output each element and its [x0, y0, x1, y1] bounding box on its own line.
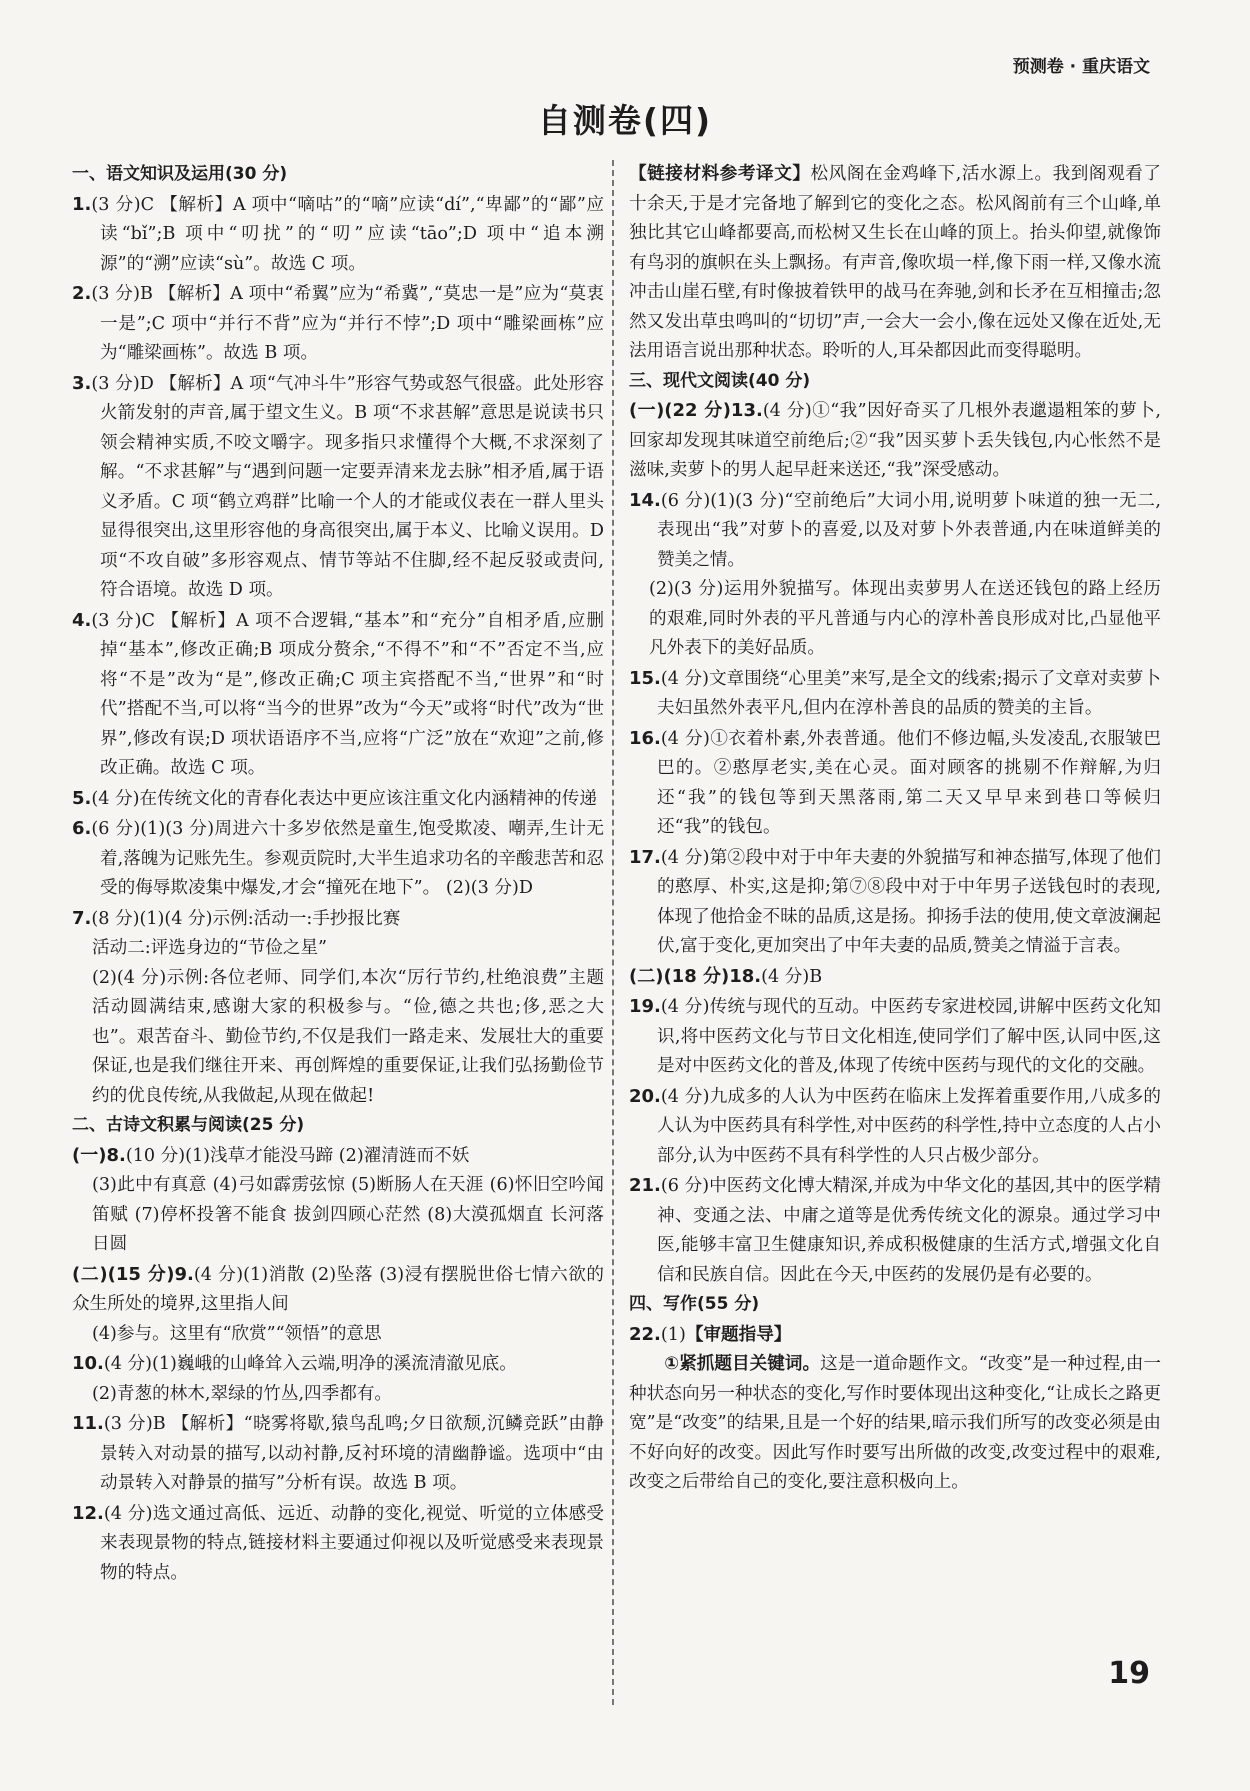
item-number: 10.	[72, 1353, 104, 1374]
item-text: (4 分)(1)消散 (2)坠落 (3)浸有摆脱世俗七情六欲的众生所处的境界,这里指人间	[72, 1264, 604, 1314]
item-text: (4 分)①“我”因好奇买了几根外表邋遢粗笨的萝卜,回家却发现其味道空前绝后;②“我”因买萝卜丢失钱包,内心怅然不是滋味,卖萝卜的男人起早赶来送还,“我”深受感动。	[629, 401, 1161, 480]
section-heading: 三、现代文阅读(40 分)	[629, 370, 811, 391]
item-number: 3.	[72, 372, 92, 394]
item-text: (4 分)传统与现代的互动。中医药专家进校园,讲解中医药文化知识,将中医药文化与节日文化相连,使同学们了解中医,认同中医,这是对中医药文化的普及,体现了传统中医药与现代的文化的交融。	[657, 997, 1161, 1076]
item-text: (4 分)第②段中对于中年夫妻的外貌描写和神态描写,体现了他们的憨厚、朴实,这是抑;第⑦⑧段中对于中年男子送钱包时的表现,体现了他拾金不昧的品质,这是扬。抑扬手法的使用,使文章波澜起伏,富于变化,更加突出了中年夫妻的品质,赞美之情溢于言表。	[657, 847, 1161, 956]
guidance-paragraph	[629, 1350, 1161, 1498]
answer-item	[629, 486, 1161, 576]
answer-item	[629, 1082, 1161, 1172]
answer-item	[72, 369, 604, 606]
item-text: (6 分)中医药文化博大精深,并成为中华文化的基因,其中的医学精神、变通之法、中庸之道等是优秀传统文化的源泉。通过学习中医,能够丰富卫生健康知识,养成积极健康的生活方式,增强文化自信和民族自信。因此在今天,中医药的发展仍是有必要的。	[657, 1176, 1161, 1285]
item-line: (2)(3 分)运用外貌描写。体现出卖萝男人在送还钱包的路上经历的艰难,同时外表的平凡普通与内心的淳朴善良形成对比,凸显他平凡外表下的美好品质。	[649, 579, 1161, 658]
answer-item	[629, 664, 1161, 724]
item-number: 2.	[72, 283, 92, 304]
right-column	[629, 160, 1161, 1498]
guidance-tag: 【审题指导】	[685, 1324, 792, 1345]
guidance-point: ①紧抓题目关键词。	[664, 1354, 821, 1374]
answer-item	[629, 724, 1161, 843]
answer-item	[72, 279, 604, 369]
item-text: (6 分)(1)(3 分)“空前绝后”大词小用,说明萝卜味道的独一无二,表现出“我”对萝卜的喜爱,以及对萝卜外表普通,内在味道鲜美的赞美之情。	[657, 490, 1161, 570]
item-number: 6.	[72, 818, 92, 839]
answer-item	[629, 1320, 1161, 1351]
item-line: 活动二:评选身边的“节俭之星”	[92, 938, 328, 958]
answer-item	[72, 1409, 604, 1499]
answer-item	[629, 1171, 1161, 1290]
answer-item	[629, 396, 1161, 486]
page-title: 自测卷(四)	[537, 101, 713, 140]
answer-item	[72, 814, 604, 904]
answer-item	[72, 1141, 604, 1172]
item-line: (2)青葱的林木,翠绿的竹丛,四季都有。	[92, 1383, 393, 1404]
page-number: 19	[1108, 1656, 1150, 1691]
item-line: (3)此中有真意 (4)弓如霹雳弦惊 (5)断肠人在天涯 (6)怀旧空吟闻笛赋 (7)停杯投箸不能食 拔剑四顾心茫然 (8)大漠孤烟直 长河落日圆	[92, 1175, 604, 1254]
item-number: 15.	[629, 667, 661, 689]
item-number: 20.	[629, 1085, 661, 1107]
answer-item	[629, 992, 1161, 1082]
item-line: (4)参与。这里有“欣赏”“领悟”的意思	[92, 1323, 382, 1344]
answer-item	[72, 606, 604, 784]
answer-item	[72, 784, 604, 815]
item-text: (4 分)文章围绕“心里美”来写,是全文的线索;揭示了文章对卖萝卜夫妇虽然外表平凡,但内在淳朴善良的品质的赞美的主旨。	[657, 668, 1161, 718]
item-number: 21.	[629, 1175, 661, 1196]
section-heading: 四、写作(55 分)	[629, 1294, 760, 1314]
item-number: 7.	[72, 907, 92, 929]
answer-item	[629, 962, 1161, 993]
item-number: 1.	[72, 193, 92, 215]
item-number: 11.	[72, 1413, 104, 1434]
left-column	[72, 160, 604, 1588]
item-text: (3 分)D 【解析】A 项“气冲斗牛”形容气势或怒气很盛。此处形容火箭发射的声音,属于望文生义。B 项“不求甚解”意思是说读书只领会精神实质,不咬文嚼字。现多指只求懂得个大概,不求深刻了解。“不求甚解”与“遇到问题一定要弄清来龙去脉”相矛盾,属于语义矛盾。C 项“鹤立鸡群”比喻一个人的才能或仪表在一群人里头显得很突出,这里形容他的身高很突出,属于本义、比喻义误用。D 项“不攻自破”多形容观点、情节等站不住脚,经不起反驳或责问,符合语境。故选 D 项。	[91, 373, 604, 600]
section-heading: 一、语文知识及运用(30 分)	[72, 164, 288, 184]
item-number: (一)8.	[72, 1144, 126, 1166]
answer-item	[72, 904, 604, 935]
item-number: 19.	[629, 996, 661, 1017]
translation-tag: 【链接材料参考译文】	[629, 164, 811, 184]
section-heading: 二、古诗文积累与阅读(25 分)	[72, 1115, 305, 1135]
item-text: (10 分)(1)浅草才能没马蹄 (2)濯清涟而不妖	[125, 1145, 470, 1166]
translation-paragraph	[629, 160, 1161, 367]
guidance-text: 这是一道命题作文。“改变”是一种过程,由一种状态向另一种状态的变化,写作时要体现出这种变化,“让成长之路更宽”是“改变”的结果,且是一个好的结果,暗示我们所写的改变必须是由不好向好的改变。因此写作时要写出所做的改变,改变过程中的艰难,改变之后带给自己的变化,要注意积极向上。	[629, 1354, 1161, 1492]
item-text: (3 分)B 【解析】“晓雾将歇,猿鸟乱鸣;夕日欲颓,沉鳞竞跃”由静景转入对动景的描写,以动衬静,反衬环境的清幽静谧。选项中“由动景转入对静景的描写”分析有误。故选 B 项。	[100, 1414, 604, 1493]
translation-text: 松风阁在金鸡峰下,活水源上。我到阁观看了十余天,于是才完备地了解到它的变化之态。松风阁前有三个山峰,单独比其它山峰都要高,而松树又生长在山峰的顶上。抬头仰望,就像饰有鸟羽的旗帜在头上飘扬。有声音,像吹埙一样,像下雨一样,又像水流冲击山崖石壁,有时像披着铁甲的战马在奔驰,剑和长矛在互相撞击;忽然又发出草虫鸣叫的“切切”声,一会大一会小,像在远处又像在近处,无法用语言说出那种状态。聆听的人,耳朵都因此而变得聪明。	[629, 164, 1161, 361]
item-number: (二)(15 分)9.	[72, 1263, 194, 1285]
page-header: 预测卷 · 重庆语文	[1012, 57, 1150, 77]
item-text: (4 分)选文通过高低、远近、动静的变化,视觉、听觉的立体感受来表现景物的特点,链接材料主要通过仰视以及听觉感受来表现景物的特点。	[100, 1503, 604, 1583]
item-number: 16.	[629, 727, 661, 749]
item-text: (3 分)C 【解析】A 项中“嘀咕”的“嘀”应读“dí”,“卑鄙”的“鄙”应读“bǐ”;B 项中“叨扰”的“叨”应读“tāo”;D 项中“追本溯源”的“溯”应读“sù”。故选 C 项。	[91, 194, 604, 274]
answer-item	[629, 843, 1161, 962]
item-number: 5.	[72, 787, 92, 809]
item-number: 14.	[629, 489, 661, 511]
item-number: 17.	[629, 846, 661, 868]
answer-item	[72, 1260, 604, 1320]
item-line: (2)(4 分)示例:各位老师、同学们,本次“厉行节约,杜绝浪费”主题活动圆满结束,感谢大家的积极参与。“俭,德之共也;侈,恶之大也”。艰苦奋斗、勤俭节约,不仅是我们一路走来、发展壮大的重要保证,也是我们继往开来、再创辉煌的重要保证,让我们弘扬勤俭节约的优良传统,从我做起,从现在做起!	[92, 967, 604, 1106]
answer-item	[72, 1499, 604, 1589]
item-number: 4.	[72, 609, 92, 631]
item-number: 12.	[72, 1502, 104, 1524]
item-text: (3 分)C 【解析】A 项不合逻辑,“基本”和“充分”自相矛盾,应删掉“基本”,修改正确;B 项成分赘余,“不得不”和“不”否定不当,应将“不是”改为“是”,修改正确;C 项主宾搭配不当,“世界”和“时代”搭配不当,可以将“当今的世界”改为“今天”或将“时代”改为“世界”,修改有误;D 项状语语序不当,应将“广泛”放在“欢迎”之前,修改正确。故选 C 项。	[91, 610, 604, 778]
item-text: (4 分)B	[761, 966, 823, 987]
column-divider	[612, 160, 614, 1705]
item-number: (二)(18 分)18.	[629, 965, 762, 987]
item-text: (4 分)①衣着朴素,外表普通。他们不修边幅,头发凌乱,衣服皱巴巴的。②憨厚老实,美在心灵。面对顾客的挑剔不作辩解,为归还“我”的钱包等到天黑落雨,第二天又早早来到巷口等候归还“我”的钱包。	[657, 728, 1161, 837]
answer-item	[72, 190, 604, 280]
item-number: (一)(22 分)13.	[629, 400, 763, 421]
item-text: (1)	[660, 1324, 686, 1345]
item-text: (6 分)(1)(3 分)周进六十多岁依然是童生,饱受欺凌、嘲弄,生计无着,落魄为记账先生。参观贡院时,大半生追求功名的辛酸悲苦和忍受的侮辱欺凌集中爆发,才会“撞死在地下”。 (2)(3 分)D	[91, 819, 604, 898]
item-text: (8 分)(1)(4 分)示例:活动一:手抄报比赛	[91, 908, 401, 929]
item-text: (4 分)九成多的人认为中医药在临床上发挥着重要作用,八成多的人认为中医药具有科学性,对中医药的科学性,持中立态度的人占小部分,认为中医药不具有科学性的人只占极少部分。	[657, 1086, 1161, 1166]
item-number: 22.	[629, 1323, 661, 1345]
item-text: (4 分)(1)巍峨的山峰耸入云端,明净的溪流清澈见底。	[103, 1354, 517, 1374]
answer-item	[72, 1349, 604, 1380]
item-text: (3 分)B 【解析】A 项中“希翼”应为“希冀”,“莫忠一是”应为“莫衷一是”;C 项中“并行不背”应为“并行不悖”;D 项中“雕梁画栋”应为“雕梁画栋”。故选 B 项。	[91, 284, 604, 363]
item-text: (4 分)在传统文化的青春化表达中更应该注重文化内涵精神的传递	[91, 788, 597, 809]
